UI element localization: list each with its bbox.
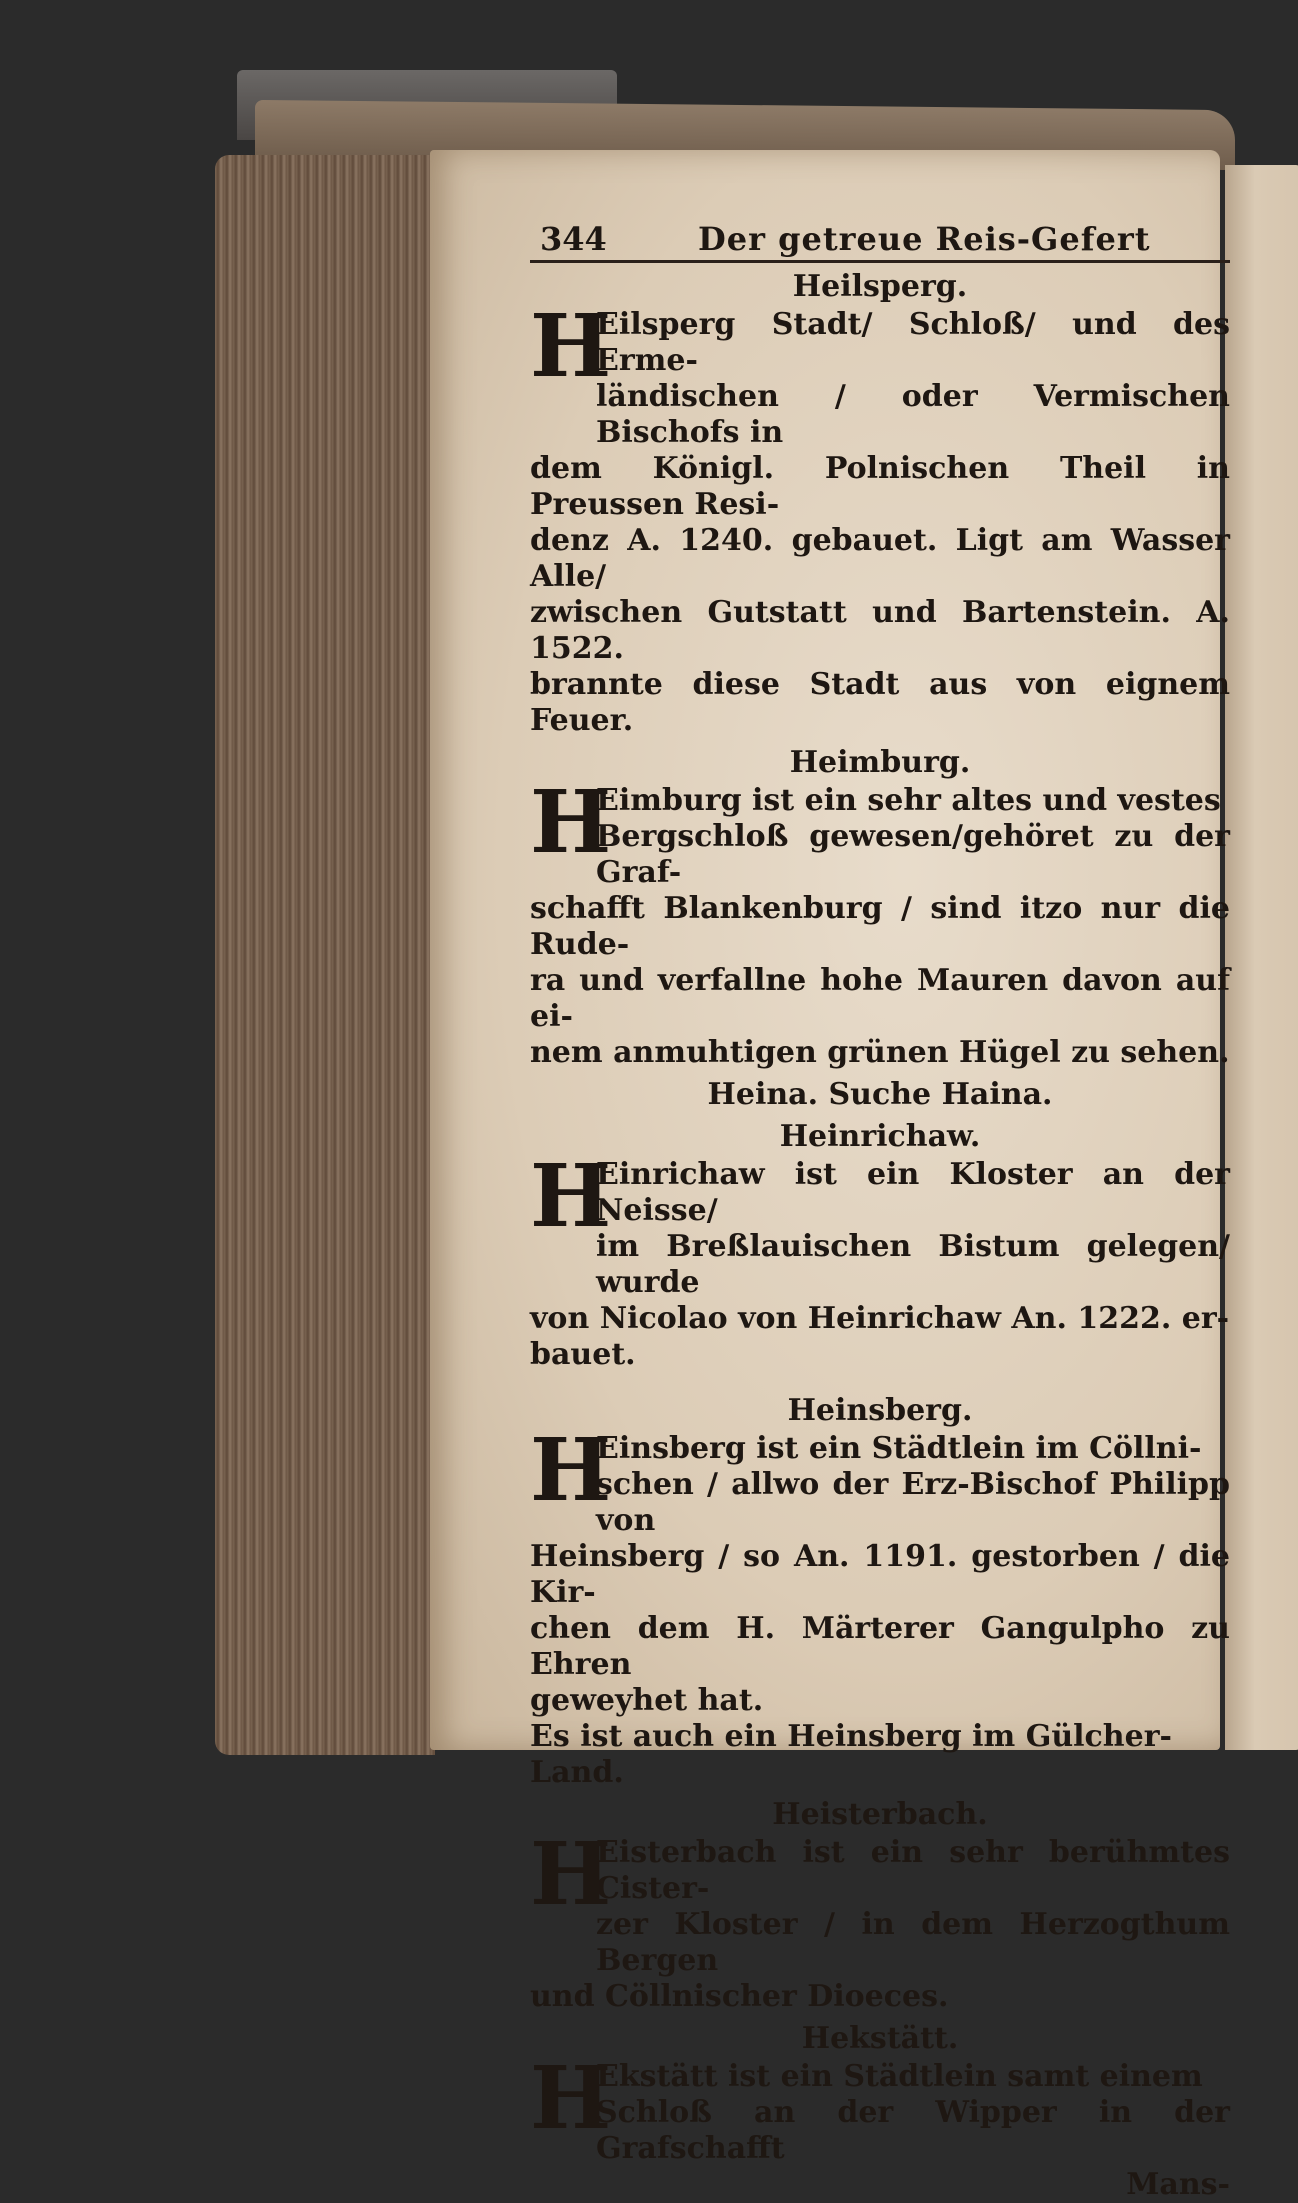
entry-line: im Breßlauischen Bistum gelegen/ wurde — [596, 1229, 1230, 1300]
running-title: Der getreue Reis-Gefert — [698, 220, 1151, 258]
entry-note: Es ist auch ein Heinsberg im Gülcher-Land. — [530, 1719, 1172, 1790]
entry-line: nem anmuhtigen grünen Hügel zu sehen. — [530, 1035, 1230, 1070]
entry-text — [530, 1824, 1230, 2015]
entry-line: brannte diese Stadt aus von eignem Feuer. — [530, 667, 1230, 738]
entry-line: denz A. 1240. gebauet. Ligt am Wasser Alle/ — [530, 523, 1230, 594]
entry-heading: Heina. Suche Haina. — [707, 1077, 1053, 1112]
entry-text — [530, 1420, 1230, 1719]
drop-initial: H — [530, 2048, 612, 2149]
entry-line: schen / allwo der Erz-Bischof Philipp von — [596, 1467, 1230, 1538]
entry-line: ländischen / oder Vermischen Bischofs in — [596, 379, 1230, 450]
entry-line: Eisterbach ist ein sehr berühmtes Cister- — [596, 1835, 1230, 1906]
entry-line: chen dem H. Märterer Gangulpho zu Ehren — [530, 1611, 1230, 1682]
entry-text — [530, 2048, 1230, 2167]
entry-line: Einsberg ist ein Städtlein im Cöllni- — [596, 1431, 1202, 1466]
entry-line: Heinsberg / so An. 1191. gestorben / die Kir- — [530, 1539, 1230, 1610]
entry-line: von Nicolao von Heinrichaw An. 1222. er- — [530, 1301, 1230, 1336]
entry-heading: Heinrichaw. — [779, 1119, 981, 1154]
drop-initial: H — [530, 1420, 612, 1521]
entry-line: geweyhet hat. — [530, 1683, 764, 1718]
drop-initial: H — [530, 296, 612, 397]
entry-heading: Heilsperg. — [792, 269, 968, 304]
page-number: 344 — [540, 220, 607, 258]
entry-text — [530, 1146, 1230, 1373]
entry-line: bauet. — [530, 1337, 636, 1372]
page-edges — [215, 155, 435, 1755]
entry-heading: Hekstätt. — [801, 2021, 959, 2056]
entry-text — [530, 772, 1230, 1071]
entry-line: schafft Blankenburg / sind itzo nur die Rude- — [530, 891, 1230, 962]
entry-line: Schloß an der Wipper in der Grafschafft — [596, 2095, 1230, 2166]
drop-initial: H — [530, 1824, 612, 1925]
running-header — [530, 200, 1230, 263]
entry-line: Bergschloß gewesen/gehöret zu der Graf- — [596, 819, 1230, 890]
entry-line: Eimburg ist ein sehr altes und vestes — [596, 783, 1221, 818]
entry-line: und Cöllnischer Dioeces. — [530, 1979, 949, 2014]
entry-line: zer Kloster / in dem Herzogthum Bergen — [596, 1907, 1230, 1978]
entry-heading: Heimburg. — [789, 745, 971, 780]
facing-page — [1225, 165, 1298, 1750]
catchword: Mans- — [1126, 2167, 1230, 2202]
entry-text — [530, 296, 1230, 739]
entry-line: Ekstätt ist ein Städtlein samt einem — [596, 2059, 1203, 2094]
entry-heading: Heinsberg. — [787, 1393, 973, 1428]
entry-heading: Heisterbach. — [772, 1797, 988, 1832]
entry-line: zwischen Gutstatt und Bartenstein. A. 1522. — [530, 595, 1230, 666]
entry-line: ra und verfallne hohe Mauren davon auf ei- — [530, 963, 1230, 1034]
drop-initial: H — [530, 1146, 612, 1247]
page-text — [530, 200, 1230, 2203]
drop-initial: H — [530, 772, 612, 873]
entry-line: dem Königl. Polnischen Theil in Preussen Resi- — [530, 451, 1230, 522]
entry-line: Eilsperg Stadt/ Schloß/ und des Erme- — [596, 307, 1230, 378]
entry-line: Einrichaw ist ein Kloster an der Neisse/ — [596, 1157, 1230, 1228]
